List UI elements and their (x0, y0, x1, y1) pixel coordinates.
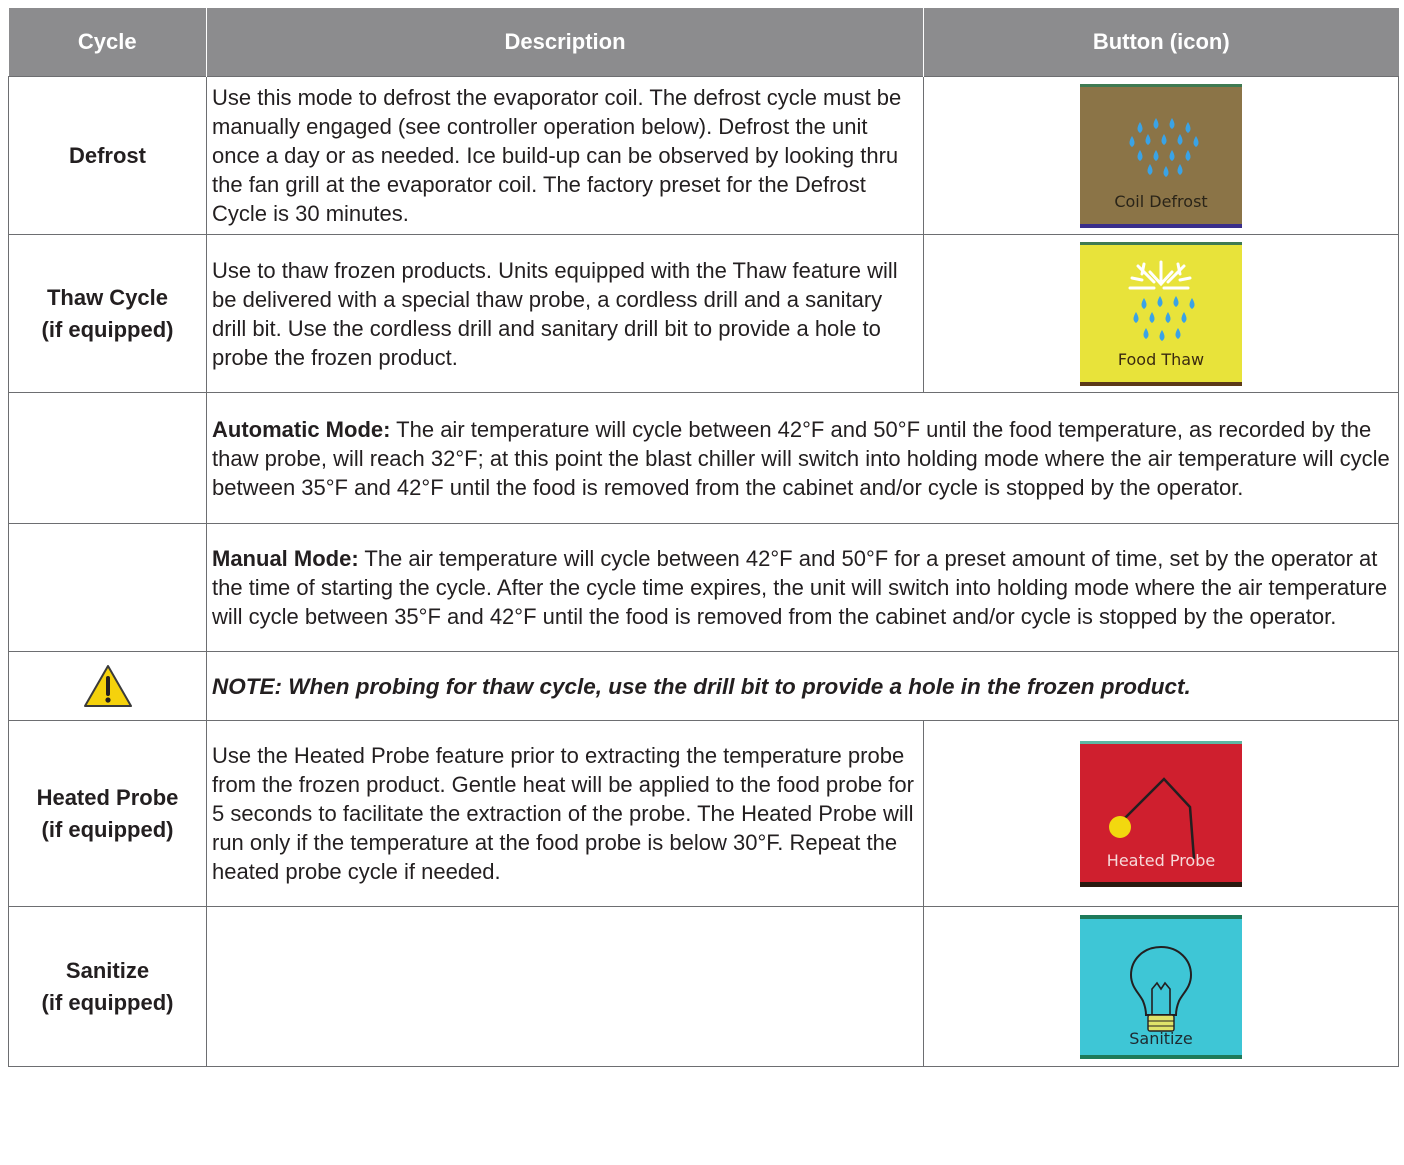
cycle-name-defrost (9, 77, 207, 235)
food-thaw-button[interactable] (1080, 242, 1242, 386)
header-button: Button (icon) (924, 8, 1399, 77)
cycle-table (8, 8, 1399, 1067)
empty-cycle-cell (9, 393, 207, 524)
sanitize-label: Sanitize (1129, 1028, 1193, 1048)
button-cell-sanitize (924, 907, 1399, 1067)
table-header-row (9, 8, 1399, 77)
cycle-label: Heated Probe (36, 784, 179, 810)
automatic-mode-text (207, 393, 1399, 524)
manual-mode-label: Manual Mode: (212, 546, 359, 571)
cycle-label: Defrost (68, 142, 146, 168)
cycle-qualifier: (if equipped) (41, 316, 174, 342)
button-cell-heated-probe (924, 721, 1399, 907)
table-row-sanitize (9, 907, 1399, 1067)
warning-icon (83, 663, 133, 709)
warning-cell (9, 652, 207, 721)
description-defrost: Use this mode to defrost the evaporator coil. The defrost cycle must be manually engaged (see controller operation below). Defrost the unit once a day or as needed. Ice build-up can be observed by looking thru the fan grill at the evaporator coil. The factory preset for the Defrost Cycle is 30 minutes. (207, 77, 924, 235)
button-cell-defrost (924, 77, 1399, 235)
food-thaw-label: Food Thaw (1117, 349, 1205, 369)
automatic-mode-description: The air temperature will cycle between 42°F and 50°F until the food temperature, as recorded by the thaw probe, will reach 32°F; at this point the blast chiller will switch into holding mode where the air temperature will cycle between 35°F and 42°F until the food is removed from the cabinet and/or cycle is stopped by the operator. (212, 416, 1390, 500)
header-description: Description (207, 8, 924, 77)
description-heated-probe: Use the Heated Probe feature prior to extracting the temperature probe from the frozen product. Gentle heat will be applied to the food probe for 5 seconds to facilitate the extraction of the probe. The Heated Probe will run only if the temperature at the food probe is below 30°F. Repeat the heated probe cycle if needed. (207, 721, 924, 907)
cycle-label: Sanitize (65, 957, 150, 983)
coil-defrost-label: Coil Defrost (1114, 191, 1208, 211)
empty-cycle-cell (9, 524, 207, 652)
table-row-automatic-mode (9, 393, 1399, 524)
table-row-thaw (9, 235, 1399, 393)
cycle-name-thaw (9, 235, 207, 393)
note-text: NOTE: When probing for thaw cycle, use the drill bit to provide a hole in the frozen product. (207, 652, 1399, 721)
header-cycle: Cycle (9, 8, 207, 77)
table-row-note (9, 652, 1399, 721)
manual-mode-description: The air temperature will cycle between 42°F and 50°F for a preset amount of time, set by the operator at the time of starting the cycle. After the cycle time expires, the unit will switch into holding mode where the air temperature will cycle between 35°F and 42°F until the food is removed from the cabinet and/or cycle is stopped by the operator. (212, 546, 1388, 629)
coil-defrost-button[interactable] (1080, 84, 1242, 228)
description-thaw: Use to thaw frozen products. Units equipped with the Thaw feature will be delivered with a special thaw probe, a cordless drill and a sanitary drill bit. Use the cordless drill and sanitary drill bit to provide a hole to probe the frozen product. (207, 235, 924, 393)
cycle-name-sanitize (9, 907, 207, 1067)
cycle-name-heated-probe (9, 721, 207, 907)
cycle-qualifier: (if equipped) (41, 989, 174, 1015)
heated-probe-label: Heated Probe (1106, 850, 1216, 870)
sanitize-button[interactable] (1080, 915, 1242, 1059)
manual-mode-text (207, 524, 1399, 652)
cycle-label: Thaw Cycle (46, 284, 169, 310)
table-row-manual-mode (9, 524, 1399, 652)
table-row-defrost (9, 77, 1399, 235)
heated-probe-button[interactable] (1080, 741, 1242, 887)
table-row-heated-probe (9, 721, 1399, 907)
button-cell-thaw (924, 235, 1399, 393)
description-sanitize (207, 907, 924, 1067)
automatic-mode-label: Automatic Mode: (212, 416, 391, 442)
cycle-qualifier: (if equipped) (41, 816, 174, 842)
